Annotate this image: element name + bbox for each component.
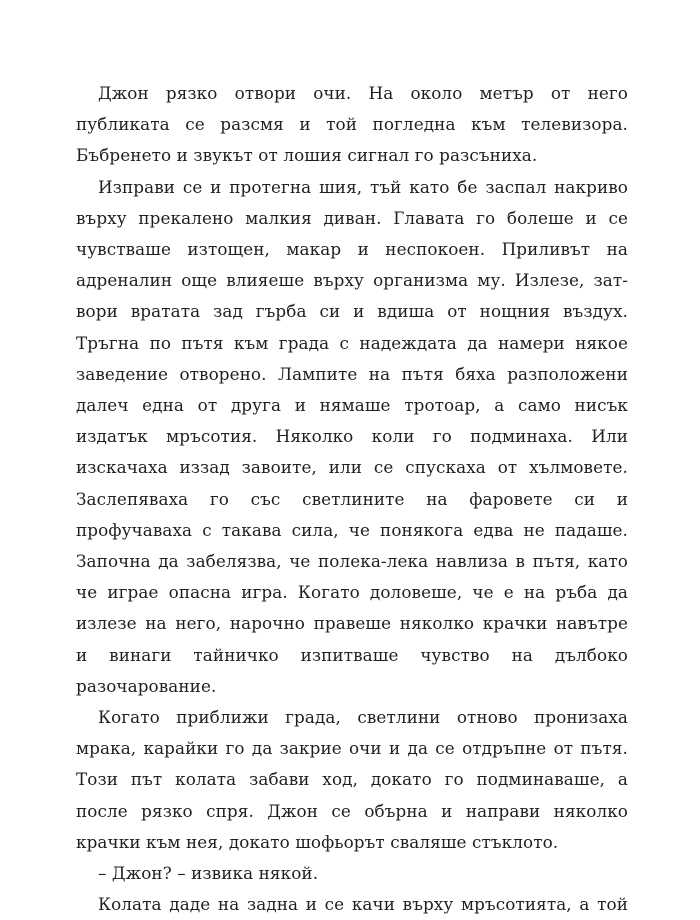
text-line: – Джон? – извика някой. — [98, 863, 319, 884]
paragraph-5 — [98, 889, 628, 920]
text-line: публиката се разсмя и той погледна към телевизора. — [76, 114, 628, 135]
paragraph-3 — [76, 702, 628, 858]
text-line: Бъбренето и звукът от лошия сигнал го разсъниха. — [76, 145, 538, 166]
text-line: Този път колата забави ход, докато го подминаваше, а — [76, 769, 628, 790]
text-line: Тръгна по пътя към града с надеждата да намери някое — [76, 332, 628, 353]
text-line: Заслепяваха го със светлините на фаровете си и — [76, 488, 628, 509]
text-line: върху прекалено малкия диван. Главата го болеше и се — [76, 207, 628, 228]
text-line: и винаги тайничко изпитваше чувство на дълбоко — [76, 644, 628, 665]
paragraph-1 — [76, 78, 628, 172]
text-line: вори вратата зад гърба си и вдиша от нощния въздух. — [76, 301, 628, 322]
text-line: Джон рязко отвори очи. На около метър от него — [98, 83, 628, 103]
text-line: крачки към нея, докато шофьорът сваляше стъклото. — [76, 831, 559, 852]
paragraph-4 — [98, 858, 628, 889]
text-line: заведение отворено. Лампите на пътя бяха разположени — [76, 363, 628, 384]
text-line: после рязко спря. Джон се обърна и направи няколко — [76, 800, 628, 821]
text-line: Колата даде на задна и се качи върху мръсотията, а той — [98, 894, 628, 915]
text-line: чувстваше изтощен, макар и неспокоен. Приливът на — [76, 239, 628, 260]
text-line: Когато приближи града, светлини отново пронизаха — [98, 707, 628, 728]
text-line: мрака, карайки го да закрие очи и да се отдръпне от пътя. — [76, 738, 628, 759]
text-line: профучаваха с такава сила, че понякога едва не падаше. — [76, 519, 628, 540]
text-line: Изправи се и протегна шия, тъй като бе заспал накриво — [98, 176, 628, 197]
text-line: излезе на него, нарочно правеше няколко крачки навътре — [76, 613, 628, 634]
text-line: далеч една от друга и нямаше тротоар, а само нисък — [76, 395, 628, 416]
text-line: издатък мръсотия. Няколко коли го подминаха. Или — [76, 426, 628, 447]
paragraph-2 — [76, 172, 628, 702]
text-line: адреналин още влияеше върху организма му. Излезе, зат- — [76, 270, 628, 291]
text-line: Започна да забелязва, че полека-лека навлиза в пътя, като — [76, 551, 628, 572]
book-page — [76, 78, 628, 920]
text-line: изскачаха иззад завоите, или се спускаха от хълмовете. — [76, 457, 628, 478]
text-line: че играе опасна игра. Когато доловеше, че е на ръба да — [76, 582, 628, 603]
text-line: разочарование. — [76, 675, 217, 696]
